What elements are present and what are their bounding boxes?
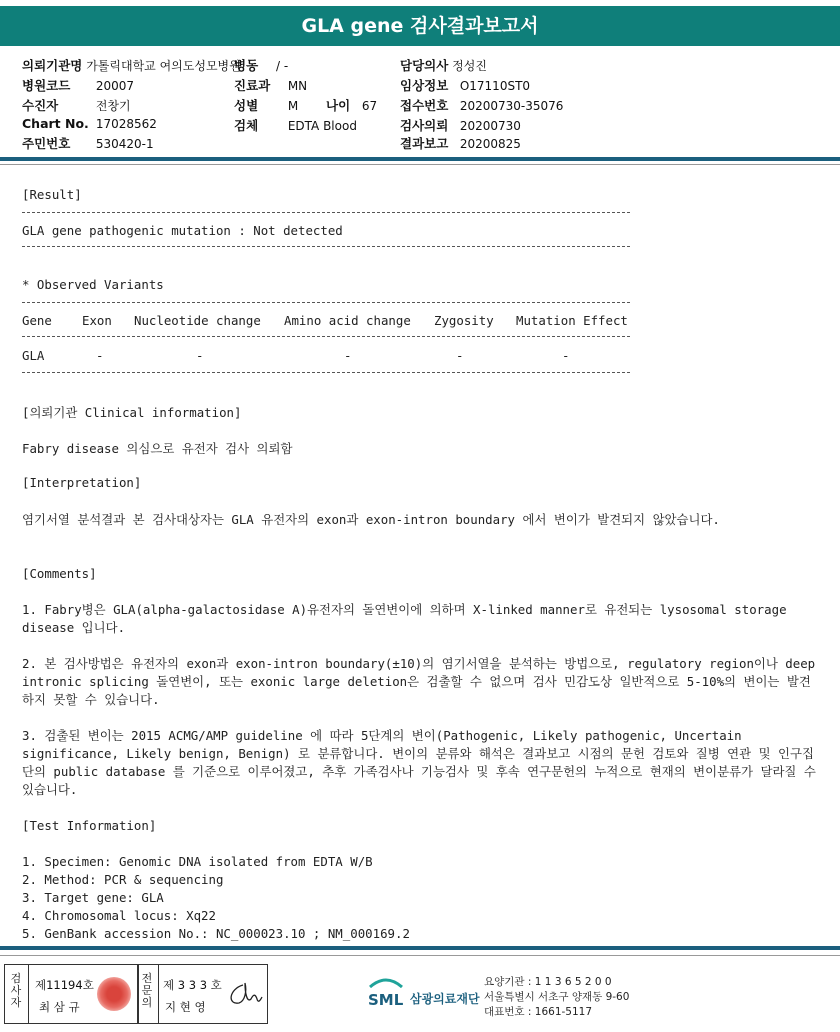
id-label: 주민번호 <box>22 136 71 151</box>
report-title: GLA gene 검사결과보고서 <box>0 6 840 46</box>
institution-value: 가톨릭대학교 여의도성모병원 <box>86 59 241 73</box>
id-value: 530420-1 <box>95 137 154 151</box>
age-field <box>326 96 377 114</box>
chart-field <box>22 116 157 131</box>
ward-field <box>234 56 288 74</box>
hospital-code-label: 병원코드 <box>22 78 71 93</box>
comments-heading: [Comments] <box>22 566 97 581</box>
org-code: 요양기관 : 1 1 3 6 5 2 0 0 <box>484 976 612 988</box>
org-info <box>484 975 629 1020</box>
variants-heading: * Observed Variants <box>22 277 164 292</box>
comment-item: 1. Fabry병은 GLA(alpha-galactosidase A)유전자의 돌연변이에 의하며 X-linked manner로 유전되는 lysosomal storage disease 입니다. <box>22 602 794 635</box>
test-info-item: 2. Method: PCR & sequencing <box>22 872 224 887</box>
reviewer-no: 제 3 3 3 호 <box>163 978 222 992</box>
divider <box>22 212 630 213</box>
clinical-info-field <box>400 76 530 94</box>
id-field <box>22 134 154 152</box>
request-date-label: 검사의뢰 <box>400 118 449 133</box>
table-cell: - <box>344 348 352 363</box>
column-header: Gene <box>22 313 52 328</box>
column-header: Zygosity <box>434 313 494 328</box>
test-info-heading: [Test Information] <box>22 818 157 833</box>
report-date-label: 결과보고 <box>400 136 449 151</box>
inspector-name: 최 삼 규 <box>39 1000 80 1014</box>
divider <box>22 302 630 303</box>
divider <box>22 372 630 373</box>
age-value: 67 <box>361 99 378 113</box>
seal-stamp-icon <box>97 977 131 1011</box>
table-cell: - <box>96 348 104 363</box>
footer-divider-thin <box>0 955 840 956</box>
chart-value: 17028562 <box>95 117 157 131</box>
signature-icon <box>223 979 263 1011</box>
comment-item: 2. 본 검사방법은 유전자의 exon과 exon-intron boundary(±10)의 염기서열을 분석하는 방법으로, regulatory region이나 deep intronic splicing 돌연변이, 또는 exonic large deletion은 검출할 수 없으며 검사 민감도상 일반적으로 5-10%의 변이는 발견하지 못할 수 있습니다. <box>22 656 823 707</box>
hospital-code-value: 20007 <box>95 79 135 93</box>
patient-value: 전창기 <box>95 99 131 113</box>
column-header: Nucleotide change <box>134 313 261 328</box>
interpretation-text: 염기서열 분석결과 본 검사대상자는 GLA 유전자의 exon과 exon-intron boundary 에서 변이가 발견되지 않았습니다. <box>22 512 720 527</box>
ward-label: 병동 <box>234 58 259 73</box>
attending-field <box>400 56 487 74</box>
department-label: 진료과 <box>234 78 271 93</box>
receipt-field <box>400 96 563 114</box>
request-date-field <box>400 116 521 134</box>
test-info-item: 3. Target gene: GLA <box>22 890 164 905</box>
report-date-field <box>400 134 521 152</box>
attending-value: 정성진 <box>452 59 487 73</box>
clinical-heading: [의뢰기관 Clinical information] <box>22 405 242 420</box>
patient-field <box>22 96 131 114</box>
table-cell: - <box>196 348 204 363</box>
header-divider <box>0 157 840 161</box>
inspector-label-cell <box>5 965 29 1023</box>
test-info-item: 4. Chromosomal locus: Xq22 <box>22 908 216 923</box>
attending-label: 담당의사 <box>400 58 449 73</box>
department-field <box>234 76 307 94</box>
sml-logo-icon <box>366 975 406 1013</box>
table-cell: GLA <box>22 348 45 363</box>
column-header: Mutation Effect <box>516 313 628 328</box>
column-header: Amino acid change <box>284 313 411 328</box>
table-cell: - <box>562 348 570 363</box>
department-value: MN <box>287 79 308 93</box>
signature-box <box>4 964 268 1024</box>
chart-label: Chart No. <box>22 116 89 131</box>
reviewer-label: 전문의 <box>141 972 153 1009</box>
header-divider-thin <box>0 164 840 165</box>
hospital-code-field <box>22 76 134 94</box>
footer-divider <box>0 946 840 950</box>
clinical-info-label: 임상정보 <box>400 78 449 93</box>
reviewer-name: 지 현 영 <box>165 1000 206 1014</box>
report-date-value: 20200825 <box>459 137 521 151</box>
institution-field <box>22 56 241 74</box>
ward-value: / - <box>275 59 289 73</box>
comment-item: 3. 검출된 변이는 2015 ACMG/AMP guideline 에 따라 5단계의 변이(Pathogenic, Likely pathogenic, Uncertain significance, Likely benign, Benign) 로 분류합니다. 변이의 분류와 해석은 결과보고 시점의 문헌 검토와 질병 연관 및 인구집단의 public database 를 기준으로 이루어졌고, 추후 가족검사나 기능검사 및 후속 연구문헌의 누적으로 현재의 변이분류가 달라질 수 있습니다. <box>22 728 824 797</box>
institution-label: 의뢰기관명 <box>22 58 83 73</box>
patient-label: 수진자 <box>22 98 59 113</box>
result-line: GLA gene pathogenic mutation : Not detected <box>22 223 343 238</box>
clinical-info-value: O17110ST0 <box>459 79 531 93</box>
column-header: Exon <box>82 313 112 328</box>
result-heading: [Result] <box>22 187 82 202</box>
request-date-value: 20200730 <box>459 119 521 133</box>
inspector-no: 제11194호 <box>35 978 94 992</box>
specimen-field <box>234 116 357 134</box>
receipt-label: 접수번호 <box>400 98 449 113</box>
org-phone: 대표번호 : 1661-5117 <box>484 1006 593 1018</box>
test-info-item: 5. GenBank accession No.: NC_000023.10 ; NM_000169.2 <box>22 926 410 941</box>
sex-label: 성별 <box>234 98 259 113</box>
test-info-item: 1. Specimen: Genomic DNA isolated from EDTA W/B <box>22 854 373 869</box>
clinical-text: Fabry disease 의심으로 유전자 검사 의뢰함 <box>22 441 293 456</box>
receipt-value: 20200730-35076 <box>459 99 564 113</box>
inspector-label: 검사자 <box>10 972 22 1009</box>
reviewer-label-cell <box>137 965 159 1023</box>
age-label: 나이 <box>326 98 351 113</box>
org-address: 서울특별시 서초구 양재동 9-60 <box>484 991 630 1003</box>
specimen-label: 검체 <box>234 118 259 133</box>
sex-value: M <box>287 99 299 113</box>
specimen-value: EDTA Blood <box>287 119 357 133</box>
table-cell: - <box>456 348 464 363</box>
sml-abbr: SML <box>368 991 404 1009</box>
divider <box>22 246 630 247</box>
divider <box>22 336 630 337</box>
org-name: 삼광의료재단 <box>410 992 480 1006</box>
sex-field <box>234 96 298 114</box>
interpretation-heading: [Interpretation] <box>22 475 142 490</box>
